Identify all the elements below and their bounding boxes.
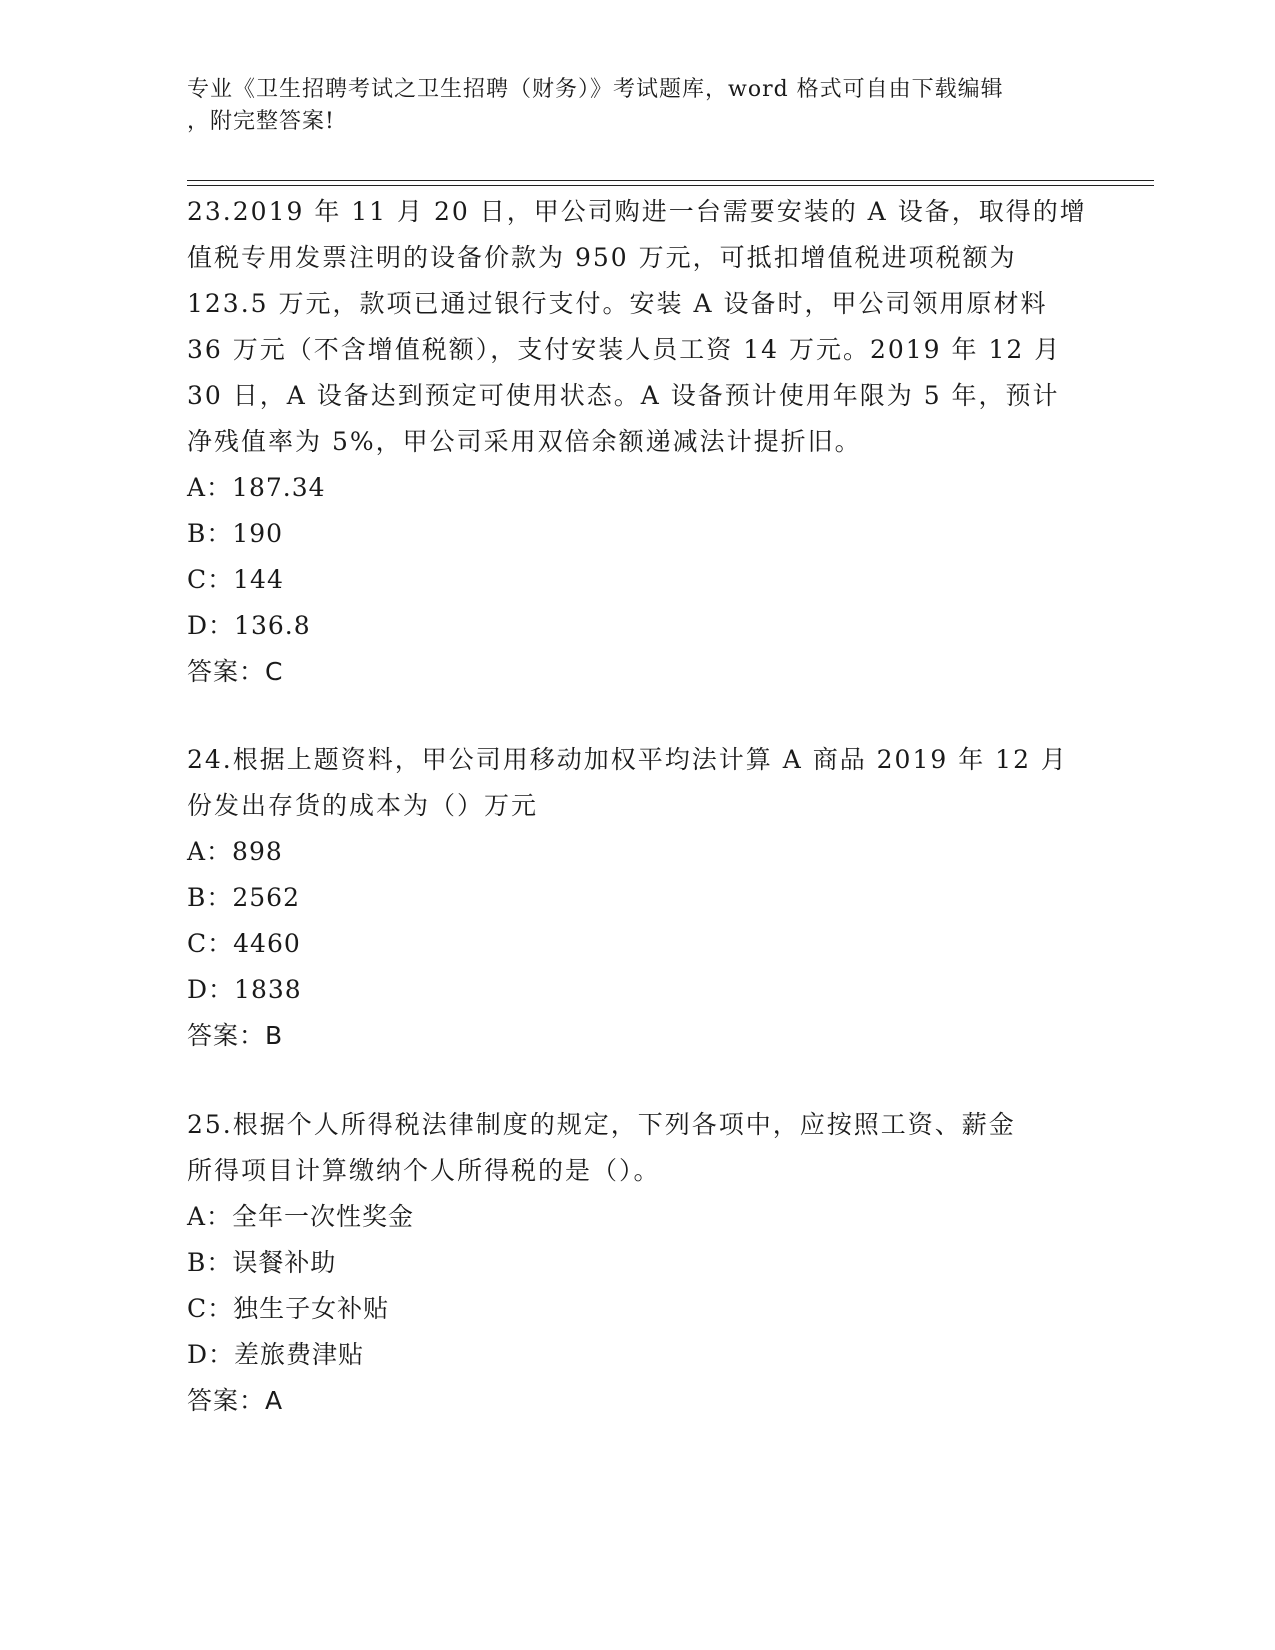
option-c: C：144 xyxy=(187,565,284,594)
question-line: 份发出存货的成本为（）万元 xyxy=(187,791,539,820)
question-25 xyxy=(187,1102,1087,1424)
option-b: B：2562 xyxy=(187,883,300,912)
option-d: D：差旅费津贴 xyxy=(187,1340,365,1369)
option-a: A：898 xyxy=(187,837,283,866)
question-line: 24.根据上题资料，甲公司用移动加权平均法计算 A 商品 2019 年 12 月 xyxy=(187,745,1068,774)
question-stem xyxy=(187,189,1087,465)
header-divider-bottom xyxy=(187,185,1154,186)
header-line-2: ，附完整答案! xyxy=(187,109,335,134)
option-d: D：1838 xyxy=(187,975,302,1004)
question-line: 25.根据个人所得税法律制度的规定，下列各项中，应按照工资、薪金 xyxy=(187,1110,1016,1139)
header-divider-top xyxy=(187,180,1154,181)
option-b: B：误餐补助 xyxy=(187,1248,337,1277)
question-24 xyxy=(187,737,1087,1059)
question-line: 23.2019 年 11 月 20 日，甲公司购进一台需要安装的 A 设备，取得的增 xyxy=(187,197,1087,226)
question-line: 30 日，A 设备达到预定可使用状态。A 设备预计使用年限为 5 年，预计 xyxy=(187,381,1060,410)
option-a: A：187.34 xyxy=(187,473,326,502)
option-d: D：136.8 xyxy=(187,611,311,640)
question-line: 123.5 万元，款项已通过银行支付。安装 A 设备时，甲公司领用原材料 xyxy=(187,289,1048,318)
question-stem xyxy=(187,1102,1087,1194)
question-23 xyxy=(187,189,1087,695)
option-a: A：全年一次性奖金 xyxy=(187,1202,415,1231)
option-c: C：4460 xyxy=(187,929,301,958)
question-line: 净残值率为 5%，甲公司采用双倍余额递减法计提折旧。 xyxy=(187,427,862,456)
question-line: 36 万元（不含增值税额），支付安装人员工资 14 万元。2019 年 12 月 xyxy=(187,335,1062,364)
question-line: 所得项目计算缴纳个人所得税的是（）。 xyxy=(187,1156,661,1185)
option-c: C：独生子女补贴 xyxy=(187,1294,390,1323)
header-line-1: 专业《卫生招聘考试之卫生招聘（财务）》考试题库，word 格式可自由下载编辑 xyxy=(187,77,1004,102)
option-b: B：190 xyxy=(187,519,284,548)
document-header xyxy=(187,74,1067,138)
answer-key: 答案：C xyxy=(187,657,284,686)
answer-key: 答案：A xyxy=(187,1386,284,1415)
question-stem xyxy=(187,737,1087,829)
answer-key: 答案：B xyxy=(187,1021,284,1050)
question-line: 值税专用发票注明的设备价款为 950 万元，可抵扣增值税进项税额为 xyxy=(187,243,1017,272)
